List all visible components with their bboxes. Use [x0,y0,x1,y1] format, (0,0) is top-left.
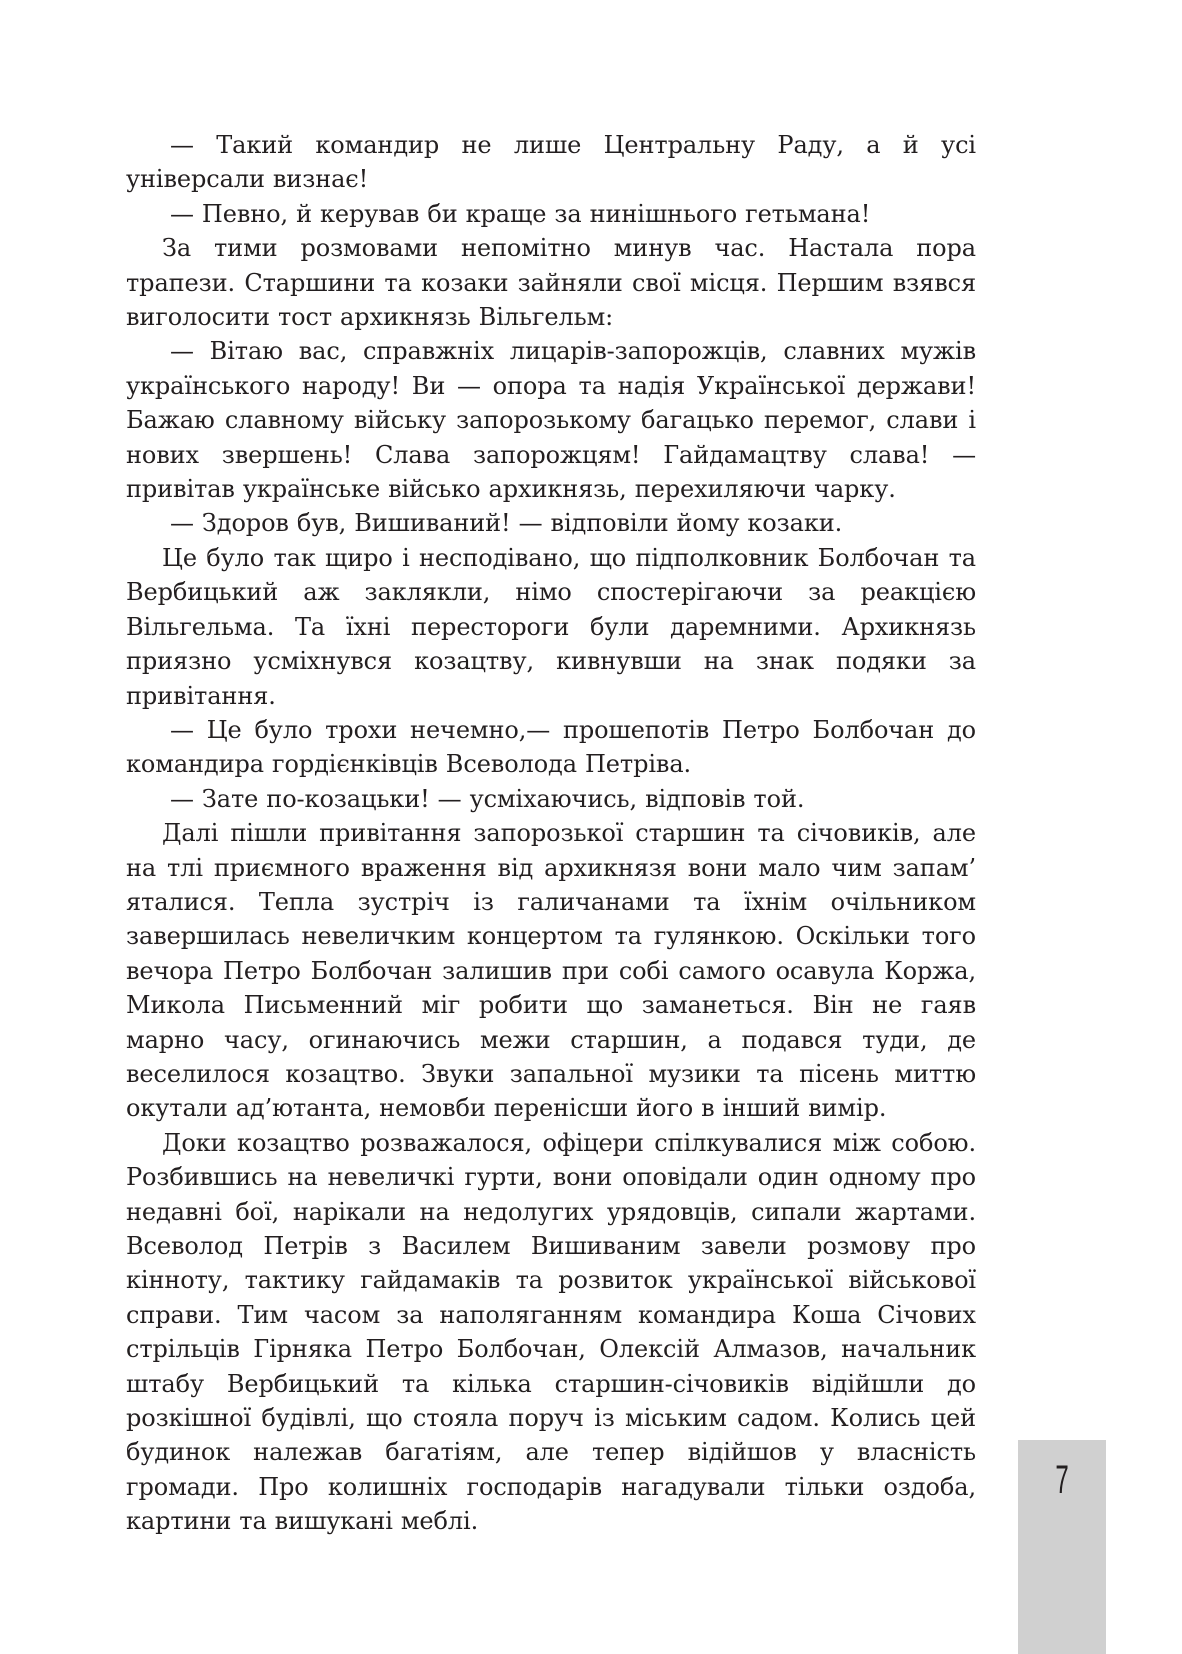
paragraph: — Зате по-козацьки! — усміхаючись, відповів той. [170,784,805,813]
paragraph: — Певно, й керував би краще за нинішнього гетьмана! [170,199,871,228]
paragraph: Це було так щиро і несподівано, що підполковник Болбочан та Вербицький аж заклякли, німо спостерігаючи за реакцією Вільгельма. Та їхні перестороги були даремними. Архикнязь приязно усміхнувся козацтву, кивнувши на знак подяки за привітання. [126,543,976,710]
paragraph: Далі пішли привітання запорозької старшин та січовиків, але на тлі приємного враження від архикнязя вони мало чим запам’ яталися. Тепла зустріч із галичанами та їхнім очільником завершилась невеличким концертом та гулянкою. Оскільки того вечора Петро Болбочан залишив при собі самого осавула Коржа, Микола Письменний міг робити що заманеться. Він не гаяв марно часу, огинаючись межи старшин, а подався туди, де веселилося козацтво. Звуки запальної музики та пісень миттю окутали ад’ютанта, немовби перенісши його в інший вимір. [126,819,976,1123]
page-number-tab [1018,1440,1106,1654]
paragraph: Доки козацтво розважалося, офіцери спілкувалися між собою. Розбившись на невеличкі гурти, вони оповідали один одному про недавні бої, нарікали на недолугих урядовців, сипали жартами. Всеволод Петрів з Василем Вишиваним завели розмову про кінноту, тактику гайдамаків та розвиток української військової справи. Тим часом за наполяганням командира Коша Січових стрільців Гірняка Петро Болбочан, Олексій Алмазов, начальник штабу Вербицький та кілька старшин-січовиків відійшли до розкішної будівлі, що стояла поруч із міським садом. Колись цей будинок належав багатіям, але тепер відійшов у власність громади. Про колишніх господарів нагадували тільки оздоба, картини та вишукані меблі. [126,1128,976,1536]
page-number: 7 [1055,1458,1069,1502]
paragraph: — Вітаю вас, справжніх лицарів-запорожців, славних мужів українського народу! Ви — опора та надія Української держави! Бажаю славному війську запорозькому багацько перемог, слави і нових звершень! Слава запорожцям! Гайдамацтву слава! — привітав українське військо архикнязь, перехиляючи чарку. [126,337,976,504]
paragraph: — Це було трохи нечемно,— прошепотів Петро Болбочан до командира гордієнківців Всеволода Петріва. [126,715,976,779]
body-text [126,128,976,1539]
paragraph: За тими розмовами непомітно минув час. Настала пора трапези. Старшини та козаки зайняли свої місця. Першим взявся виголосити тост архикнязь Вільгельм: [126,234,976,332]
paragraph: — Здоров був, Вишиваний! — відповіли йому козаки. [170,509,843,538]
paragraph: — Такий командир не лише Центральну Раду, а й усі універсали визнає! [126,131,976,194]
